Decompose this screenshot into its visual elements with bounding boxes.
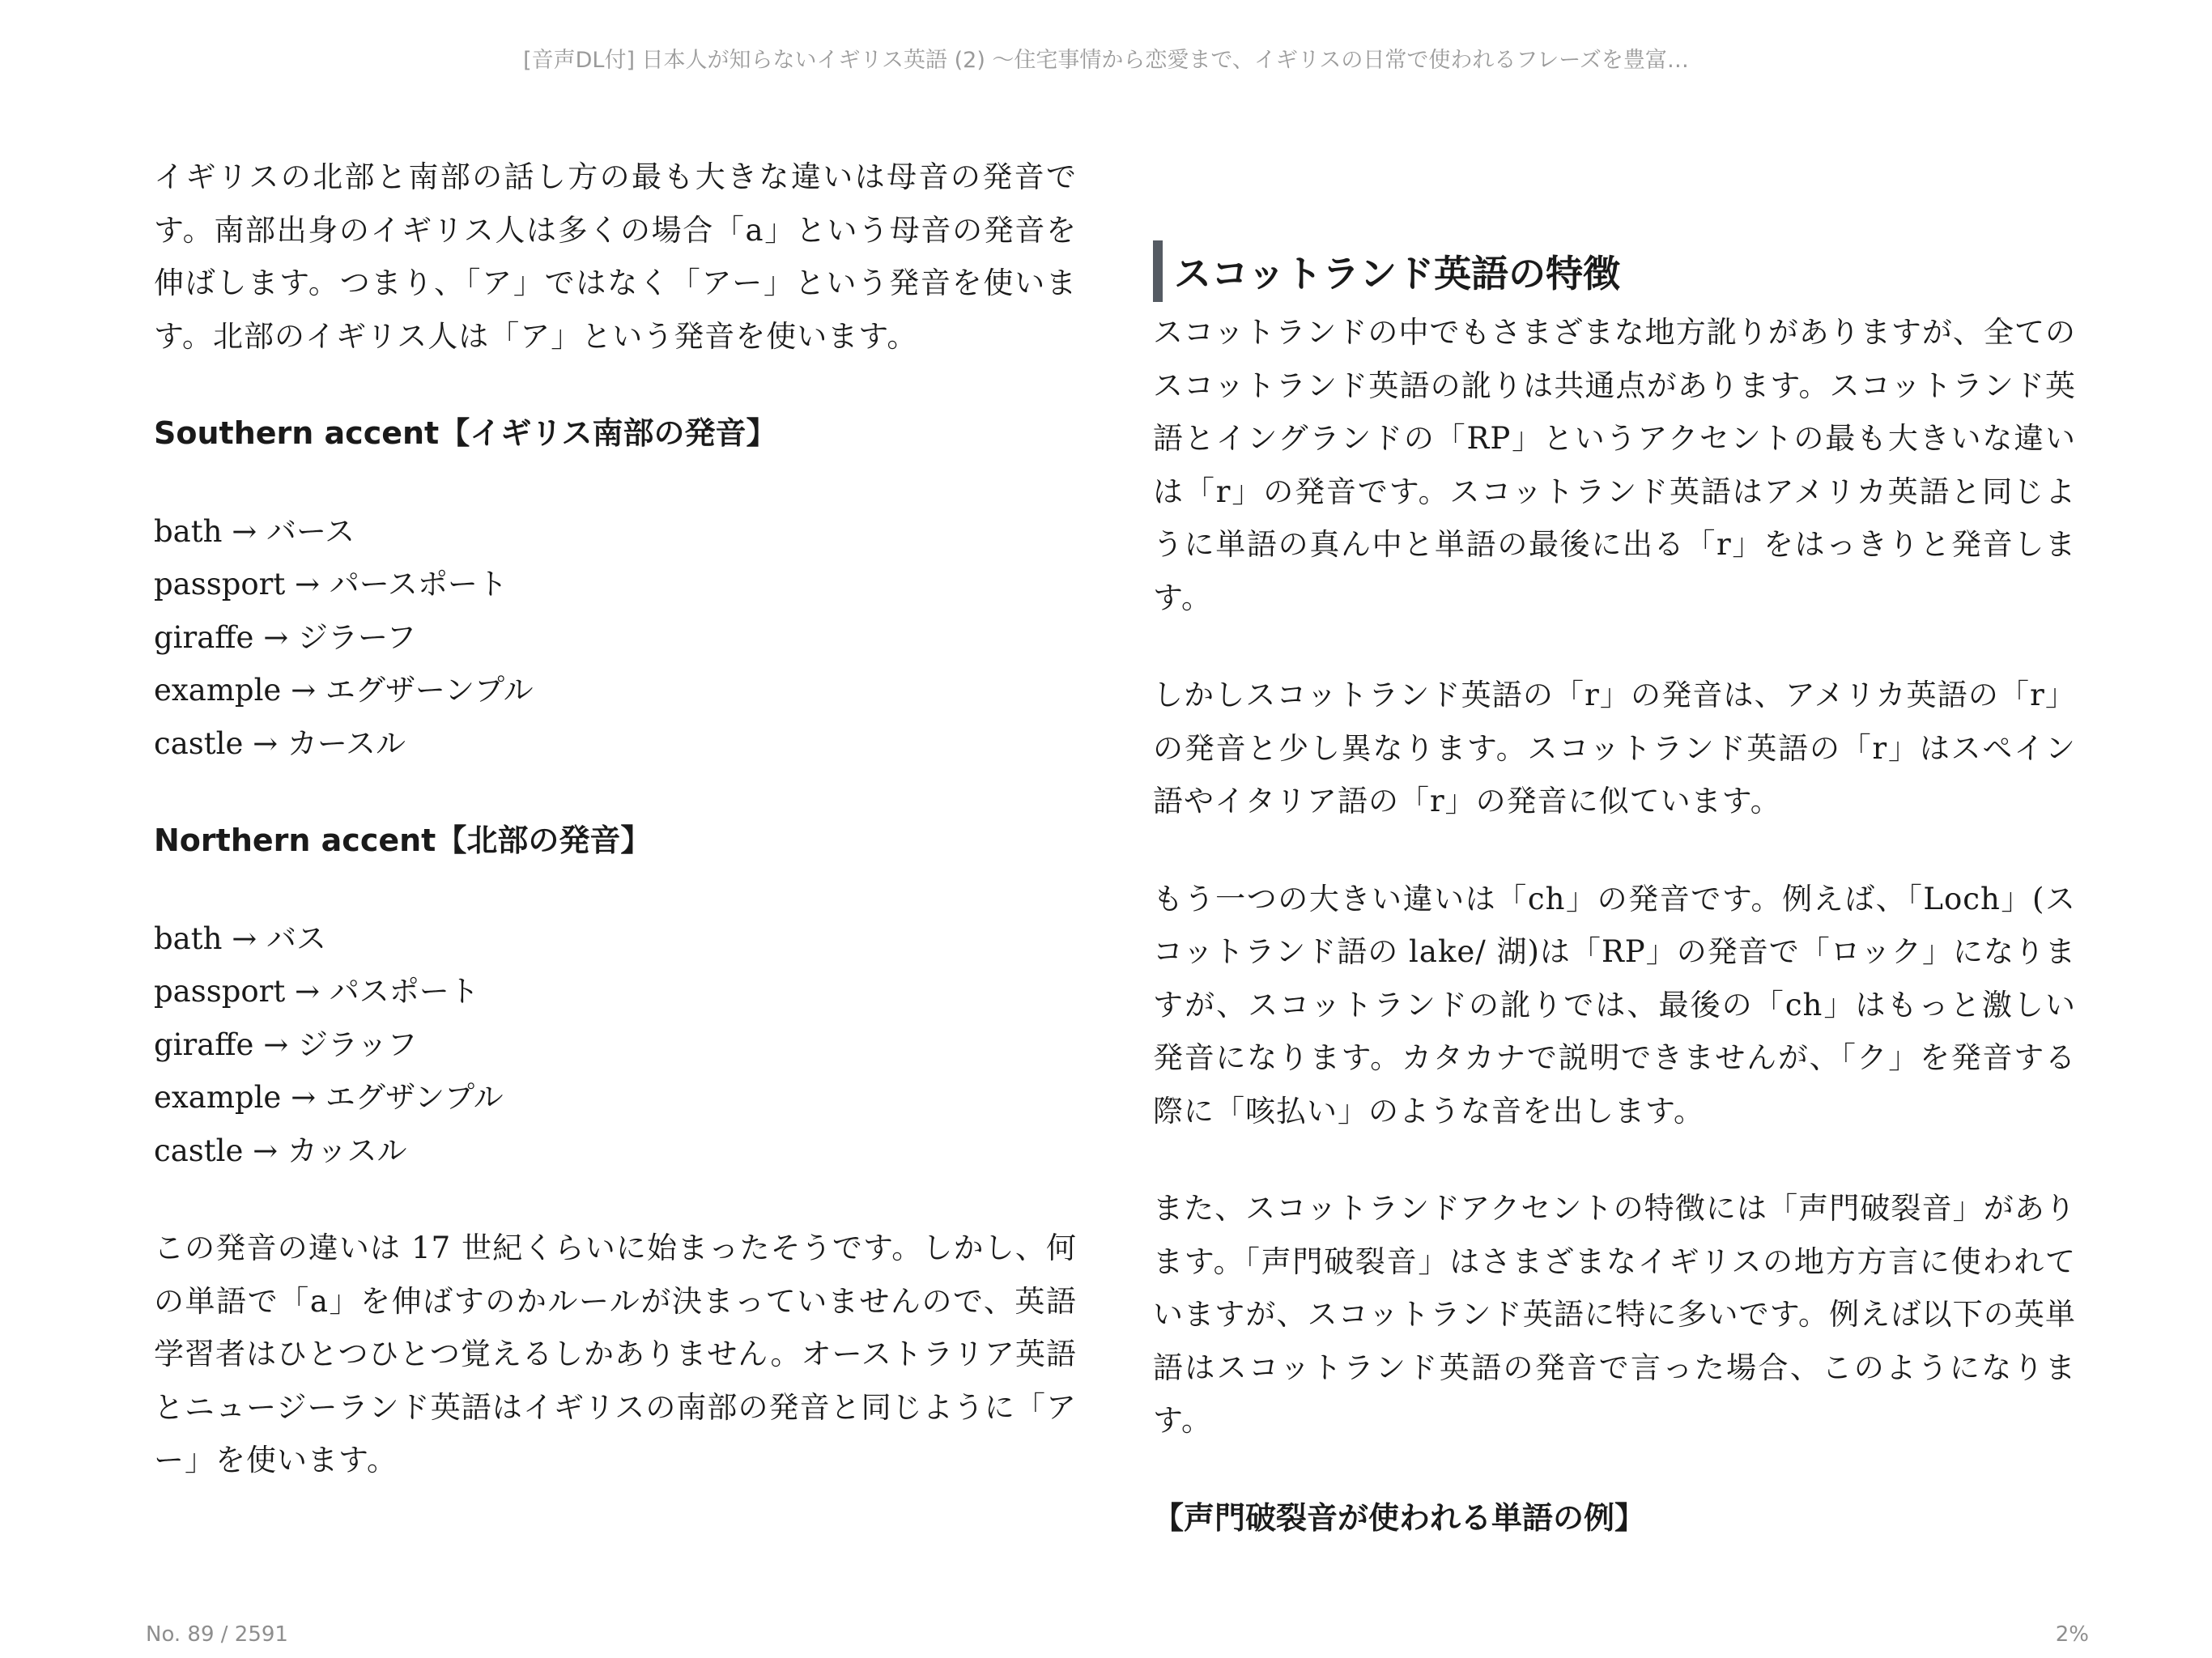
body-paragraph: スコットランドの中でもさまざまな地方訛りがありますが、全てのスコットランド英語の訛りは共通点があります。スコットランド英語とイングランドの「RP」というアクセントの最も大きいな違いは「r」の発音です。スコットランド英語はアメリカ英語と同じように単語の真ん中と単語の最後に出る「r」をはっきりと発音します。 — [1153, 315, 2076, 615]
southern-accent-heading: Southern accent【イギリス南部の発音】 — [154, 415, 777, 451]
list-item: castle → カースル — [154, 725, 406, 761]
glottal-stop-examples-heading: 【声門破裂音が使われる単語の例】 — [1153, 1499, 1646, 1536]
list-item: giraffe → ジラーフ — [154, 619, 417, 655]
list-item: example → エグザーンプル — [154, 673, 534, 708]
list-item: bath → バス — [154, 920, 326, 956]
list-item: passport → パスポート — [154, 974, 479, 1009]
southern-word-list — [154, 505, 1077, 771]
northern-word-list — [154, 912, 1077, 1178]
heading-accent-bar — [1153, 240, 1163, 302]
list-item: castle → カッスル — [154, 1133, 407, 1168]
northern-accent-heading: Northern accent【北部の発音】 — [154, 823, 652, 858]
progress-indicator[interactable]: 2% — [2055, 1622, 2089, 1647]
book-title[interactable]: [音声DL付] 日本人が知らないイギリス英語 (2) 〜住宅事情から恋愛まで、イギリスの日常で使われるフレーズを豊富… — [523, 48, 1689, 73]
list-item: giraffe → ジラッフ — [154, 1027, 418, 1062]
location-indicator[interactable]: No. 89 / 2591 — [146, 1622, 288, 1647]
body-paragraph: もう一つの大きい違いは「ch」の発音です。例えば、「Loch」(スコットランド語の lake/ 湖)は「RP」の発音で「ロック」になりますが、スコットランドの訛りでは、最後の「ch」はもっと激しい発音になります。カタカナで説明できませんが、「ク」を発音する際に「咳払い」のような音を出します。 — [1153, 881, 2076, 1129]
left-page — [154, 151, 1077, 1487]
list-item: bath → バース — [154, 513, 355, 549]
body-paragraph: しかしスコットランド英語の「r」の発音は、アメリカ英語の「r」の発音と少し異なります。スコットランド英語の「r」はスペイン語やイタリア語の「r」の発音に似ています。 — [1153, 678, 2076, 818]
list-item: example → エグザンプル — [154, 1080, 504, 1115]
closing-paragraph: この発音の違いは 17 世紀くらいに始まったそうです。しかし、何の単語で「a」を伸ばすのかルールが決まっていませんので、英語学習者はひとつひとつ覚えるしかありません。オーストラリア英語とニュージーランド英語はイギリスの南部の発音と同じように「アー」を使います。 — [154, 1231, 1077, 1477]
section-heading-text: スコットランド英語の特徴 — [1174, 252, 1621, 295]
intro-paragraph: イギリスの北部と南部の話し方の最も大きな違いは母音の発音です。南部出身のイギリス人は多くの場合「a」という母音の発音を伸ばします。つまり、「ア」ではなく「アー」という発音を使います。北部のイギリス人は「ア」という発音を使います。 — [154, 159, 1077, 354]
section-heading — [1153, 240, 2076, 303]
list-item: passport → パースポート — [154, 567, 508, 602]
body-paragraph: また、スコットランドアクセントの特徴には「声門破裂音」があります。「声門破裂音」はさまざまなイギリスの地方方言に使われていますが、スコットランド英語に特に多いです。例えば以下の英単語はスコットランド英語の発音で言った場合、このようになります。 — [1153, 1191, 2076, 1438]
right-page — [1153, 240, 2076, 1545]
